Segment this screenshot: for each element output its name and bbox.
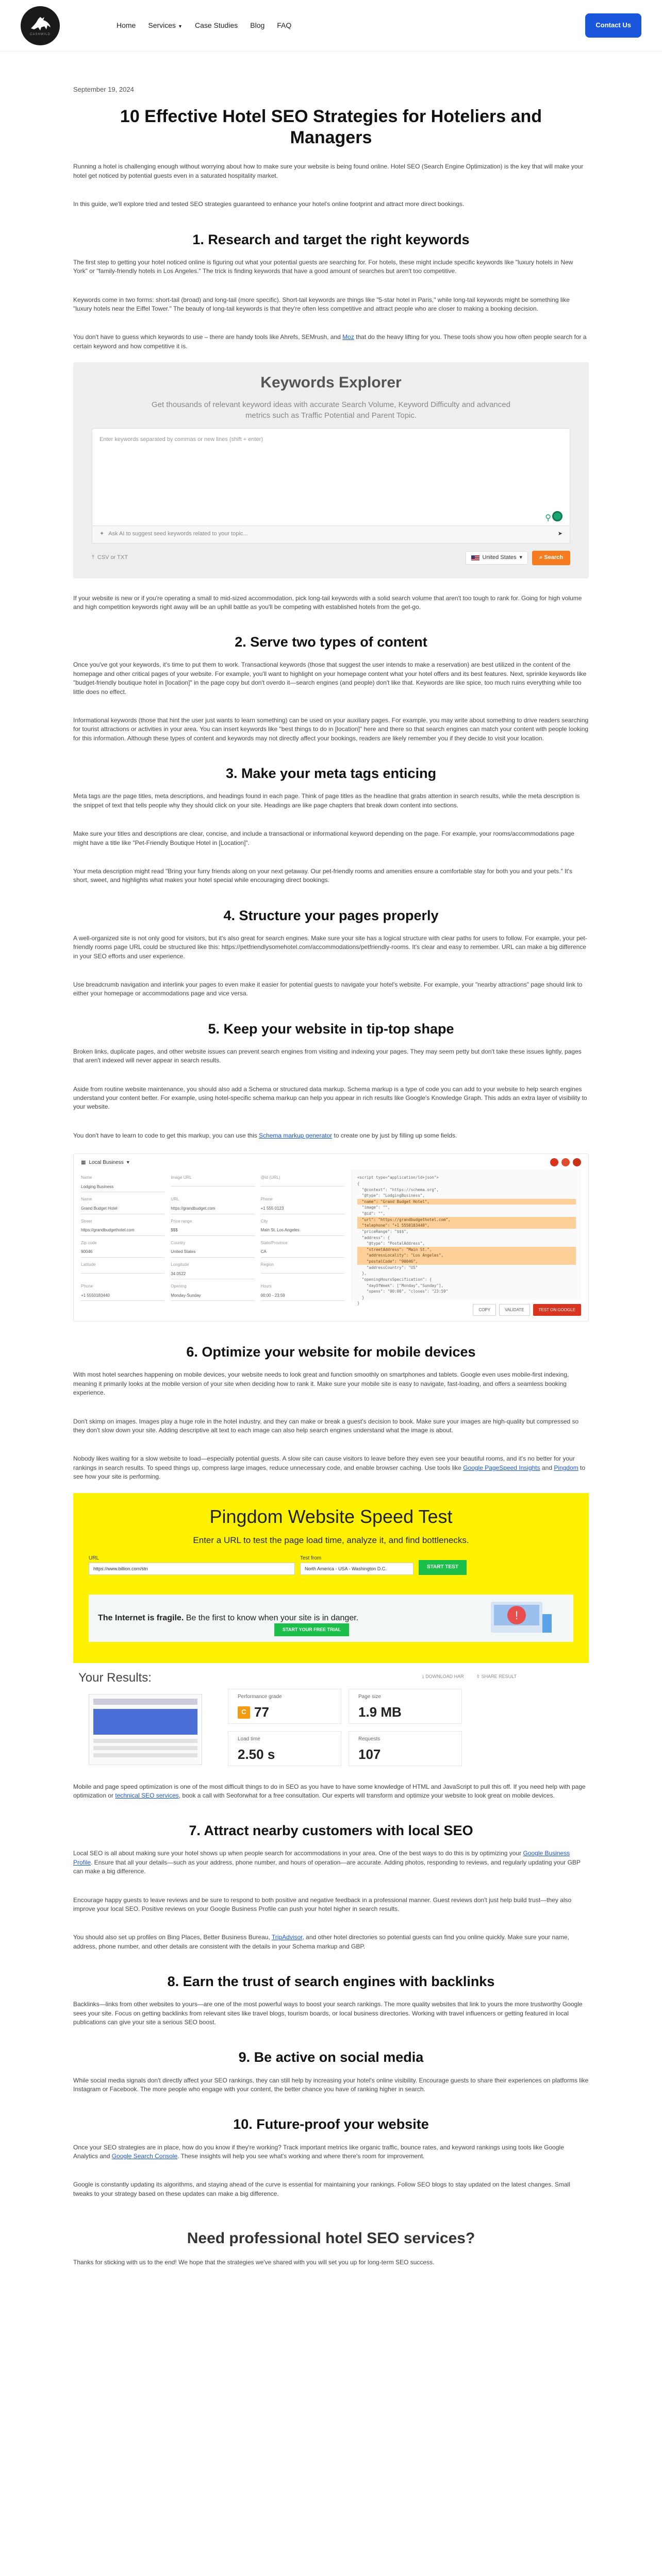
schema-field	[81, 1262, 164, 1279]
code-line: {	[357, 1181, 360, 1186]
pingdom-screenshot	[73, 1493, 589, 1663]
section-9-heading: 9. Be active on social media	[238, 2049, 424, 2065]
code-line: },	[357, 1271, 367, 1276]
s1-paragraph-1: The first step to getting your hotel noticed online is figuring out what your potential guests are searching for. For hotels, these might include specific keywords like "luxury hotels in New York" or "family-friendly hotels in Los Angeles." The trick is finding keywords that have a good amount of searches but aren't too competitive.	[73, 258, 573, 275]
schema-type: Local Business	[89, 1160, 124, 1166]
schema-field-label: Hours	[260, 1284, 272, 1289]
code-line: }	[357, 1301, 360, 1306]
s7-p1-text-a: Local SEO is all about making sure your hotel shows up when people search for accommodations in your area. One of the best ways to do this is by optimizing your	[73, 1850, 523, 1857]
section-4-heading: 4. Structure your pages properly	[223, 907, 439, 923]
s1-paragraph-3	[73, 333, 589, 351]
metric-label: Load time	[238, 1736, 260, 1742]
schema-field-label: Zip code	[81, 1240, 97, 1245]
metric-page-size	[349, 1689, 462, 1724]
schema-field-label: Image URL	[171, 1175, 192, 1180]
pingdom-banner-text	[98, 1612, 358, 1624]
schema-field-input[interactable]: https://grandbudgethotel.com	[81, 1225, 164, 1236]
section-7-heading: 7. Attract nearby customers with local SEO	[189, 1823, 473, 1839]
schema-field-label: Name	[81, 1197, 92, 1202]
schema-generator-link[interactable]: Schema markup generator	[259, 1131, 333, 1139]
share-icon[interactable]	[550, 1158, 558, 1166]
pagespeed-link[interactable]: Google PageSpeed Insights	[463, 1464, 540, 1471]
schema-field	[261, 1283, 344, 1301]
schema-field-label: Price range	[171, 1218, 192, 1224]
s4-paragraph-1: A well-organized site is not only good for visitors, but it's also great for search engines. Make sure your site has a logical structure with clear paths for users to follow. For example, your pet-friendly rooms page URL could be structured like this: https://petfriendlysomehotel.com/accommodations/petfriendly-rooms. It's clear and easy to remember. URL can make a big difference in your SEO efforts and user experience.	[73, 934, 587, 960]
code-line: "@type": "LodgingBusiness",	[357, 1193, 425, 1198]
s3-paragraph-1: Meta tags are the page titles, meta descriptions, and headings found in each page. Think of page titles as the headline that grabs attention in search results, while the meta description is the snippet of text that tells people why they should click on your site. Headings are like page chapters that break down content into sections.	[73, 792, 580, 809]
schema-field-input[interactable]	[81, 1269, 164, 1274]
sparkle-icon: ✦	[100, 531, 105, 537]
grade-badge: C	[238, 1706, 250, 1719]
country-value: United States	[482, 554, 517, 561]
schema-test-button[interactable]: TEST ON GOOGLE	[533, 1304, 581, 1316]
intro-paragraph-2: In this guide, we'll explore tried and tested SEO strategies guaranteed to enhance your hotel's online footprint and attract more direct bookings.	[73, 200, 465, 208]
s5-p3-text-b: to create one by just by filling up some fields.	[332, 1131, 457, 1139]
metric-value: 1.9 MB	[358, 1704, 402, 1720]
s5-p3-text-a: You don't have to learn to code to get this markup, you can use this	[73, 1131, 259, 1139]
s7-paragraph-3	[73, 1933, 589, 1951]
gbp-link[interactable]: Google Business Profile	[73, 1850, 570, 1866]
csv-label: CSV or TXT	[97, 554, 128, 561]
metric-label: Requests	[358, 1736, 380, 1742]
metric-value: 107	[358, 1747, 381, 1762]
site-logo[interactable]	[21, 6, 60, 45]
nav-blog[interactable]: Blog	[250, 21, 265, 30]
schema-field-label: URL	[171, 1197, 179, 1202]
code-line: "url": "https://grandbudgethotel.com",	[357, 1217, 576, 1223]
schema-field	[81, 1196, 164, 1214]
s6-paragraph-4	[73, 1783, 589, 1801]
schema-field-label: Longitude	[171, 1262, 189, 1267]
chevron-down-icon: ▾	[126, 1160, 129, 1166]
free-trial-button[interactable]: START YOUR FREE TRIAL	[274, 1623, 349, 1636]
share-icon: ⇪	[476, 1673, 482, 1679]
metric-label: Performance grade	[238, 1693, 282, 1700]
s7-p3-text-b: , and other hotel directories so potential guests can find you online quickly. Make sure your name, address, phone number, and other details are consistent with the details in your Schema markup and GBP.	[73, 1934, 569, 1950]
metric-value: 77	[254, 1704, 269, 1720]
banner-rest: Be the first to know when your site is in danger.	[184, 1614, 359, 1623]
schema-field-input[interactable]	[261, 1182, 344, 1187]
section-2-heading: 2. Serve two types of content	[235, 634, 427, 650]
code-line: "@id": "",	[357, 1211, 386, 1216]
kw-subtitle: Get thousands of relevant keyword ideas with accurate Search Volume, Keyword Difficulty and advanced metrics such as Traffic Potential and Parent Topic.	[152, 400, 510, 420]
code-line: "addressCountry": "US"	[357, 1265, 418, 1270]
code-line: <script type="application/ld+json">	[357, 1175, 439, 1180]
schema-field	[261, 1240, 344, 1258]
download-icon: ⤓	[422, 1673, 426, 1679]
code-line: "openingHoursSpecification": {	[357, 1277, 432, 1282]
s10-p1-text-b: . These insights will help you see what's working and where there's room for improvement.	[177, 2152, 425, 2160]
s7-p3-text-a: You should also set up profiles on Bing Places, Better Business Bureau,	[73, 1934, 272, 1941]
facebook-icon[interactable]	[573, 1158, 581, 1166]
code-line: "@type": "PostalAddress",	[357, 1241, 425, 1246]
kw-title: Keywords Explorer	[260, 374, 402, 392]
s6-p3-text-mid: and	[540, 1464, 554, 1471]
pingdom-url-col	[89, 1555, 295, 1575]
download-har-button[interactable]	[422, 1673, 464, 1680]
pingdom-from-select[interactable]: North America - USA - Washington D.C.	[300, 1563, 413, 1575]
metric-performance-grade	[228, 1689, 341, 1724]
pingdom-from-col	[300, 1555, 413, 1575]
article	[73, 85, 589, 2267]
s6-paragraph-1: With most hotel searches happening on mobile devices, your website needs to look great and function smoothly on smartphones and tablets. Google even uses mobile-first indexing, meaning it primarily looks at the mobile version of your site when deciding how to rank it. Make sure your mobile site is easy to navigate, fast-loading, and offers a seamless booking experience.	[73, 1371, 569, 1397]
schema-copy-button[interactable]: COPY	[473, 1304, 496, 1316]
schema-field	[81, 1240, 164, 1258]
pinterest-icon[interactable]	[561, 1158, 570, 1166]
metric-requests	[349, 1731, 462, 1766]
pingdom-banner	[89, 1595, 573, 1642]
svg-text:!: !	[515, 1608, 519, 1622]
share-label: SHARE RESULT	[481, 1673, 517, 1679]
metric-value: 2.50 s	[238, 1747, 275, 1762]
schema-field-input[interactable]	[171, 1182, 254, 1187]
code-line: "postalCode": "90046",	[357, 1259, 576, 1265]
intro-paragraph-1: Running a hotel is challenging enough without worrying about how to make sure your website is being found online. Hotel SEO (Search Engine Optimization) is the key that will make your hotel get noticed by potential guests even in a saturated hospitality market.	[73, 163, 584, 179]
keywords-input[interactable]	[92, 428, 570, 526]
section-3-heading: 3. Make your meta tags enticing	[225, 766, 437, 782]
s6-p4-text-b: , book a call with Seoforwhat for a free consultation. Our experts will transform and optimize your website to look great on mobile devices.	[178, 1791, 555, 1799]
site-header	[0, 0, 662, 52]
section-8-heading: 8. Earn the trust of search engines with backlinks	[167, 1974, 495, 1990]
s6-p3-text-b: to see how your site is performing.	[73, 1464, 586, 1481]
schema-field-input[interactable]	[261, 1269, 344, 1274]
schema-field-input[interactable]: CA	[261, 1247, 344, 1258]
section-6-heading: 6. Optimize your website for mobile devices	[186, 1344, 476, 1360]
us-flag-icon	[471, 555, 479, 561]
site-thumbnail	[89, 1694, 202, 1765]
page-title: 10 Effective Hotel SEO Strategies for Hoteliers and Managers	[120, 106, 542, 147]
results-actions	[422, 1673, 517, 1680]
logo-text: CASHWILD	[30, 33, 51, 37]
s2-paragraph-1: Once you've got your keywords, it's time to put them to work. Transactional keywords (those that suggest the user intends to make a reservation) are best utilized in the content of the homepage and other critical pages of your website. For example, you'll want to highlight on your homepage content what your hotel offers and its best features. Next, sprinkle keywords like "budget-friendly boutique hotel in [location]" in the page copy but don't overdo it—search engines (and people) don't like that. Keywords are like spice, too much ruins everything while too little does no effect.	[73, 661, 587, 696]
schema-field-label: City	[260, 1218, 268, 1224]
code-line: "opens": "00:00", "closes": "23:59"	[357, 1289, 449, 1294]
s6-p4-text-a: Mobile and page speed optimization is one of the most difficult things to do in SEO as you have to have some knowledge of HTML and JavaScript to pull this off. If you need help with page optimization or	[73, 1783, 586, 1799]
cta-text: Thanks for sticking with us to the end! We hope that the strategies we've shared with you will set you up for long-term SEO success.	[73, 2258, 435, 2266]
s4-paragraph-2: Use breadcrumb navigation and interlink your pages to even make it easier for potential guests to navigate your hotel's website. For example, your "nearby attractions" page should link to either your homepage or accommodations page and vice versa.	[73, 980, 583, 997]
s7-paragraph-2: Encourage happy guests to leave reviews and be sure to respond to both positive and negative feedback in a professional manner. Guest reviews don't just help build trust—they also improve your local SEO. Positive reviews on your Google Business Profile can push your hotel higher in search results.	[73, 1896, 572, 1912]
s1-p3-text-b: that do the heavy lifting for you. These tools show you how often people search for a certain keyword and how competitive it is.	[73, 333, 587, 350]
code-line: "streetAddress": "Main St.",	[357, 1247, 576, 1253]
csv-upload[interactable]	[92, 554, 128, 562]
keywords-explorer-screenshot	[73, 362, 589, 578]
code-line: "addressLocality": "Los Angeles",	[357, 1252, 576, 1259]
schema-field	[81, 1283, 164, 1301]
schema-code-output	[352, 1170, 581, 1306]
search-icon: ⌕	[539, 554, 544, 561]
schema-field-input[interactable]: 90046	[81, 1247, 164, 1258]
s1-paragraph-4: If your website is new or if you're operating a small to mid-sized accommodation, pick long-tail keywords with a solid search volume that aren't too tough to rank for. Going for high volume and high competition keywords right away will be an uphill battle as you'll be competing with established hotels from the get-go.	[73, 594, 582, 611]
s3-paragraph-3: Your meta description might read "Bring your furry friends along on your next getaway. Our pet-friendly rooms and amenities ensure a comfortable stay for both you and your pets." It's short, sweet, and highlights what makes your hotel special while encouraging direct bookings.	[73, 867, 572, 884]
schema-field-input[interactable]: 34.0522	[171, 1269, 254, 1280]
schema-field	[171, 1175, 254, 1192]
s9-paragraph-1: While social media signals don't directly affect your SEO rankings, they can still help by increasing your hotel's online visibility. Encourage guests to share their experiences on platforms like Instagram or Facebook. The more people who engage with your content, the better chance you have of ranking higher in search.	[73, 2076, 589, 2093]
schema-field-input[interactable]: +1 5550183440	[81, 1291, 164, 1301]
s7-p1-text-b: . Ensure that all your details—such as your address, phone number, and hours of operation—are accurate. Adding photos, responding to reviews, and regularly updating your GBP can make a big difference.	[73, 1858, 581, 1875]
schema-field	[171, 1218, 254, 1236]
nav-services-label: Services	[148, 21, 176, 30]
s5-paragraph-3	[73, 1131, 589, 1140]
pingdom-url-input[interactable]: https://www.billion.com/stn	[89, 1563, 295, 1575]
schema-validate-button[interactable]: VALIDATE	[499, 1304, 530, 1316]
contact-us-button[interactable]: Contact Us	[585, 13, 641, 38]
code-line: "address": {	[357, 1235, 390, 1240]
schema-field-input[interactable]: https://grandbudget.com	[171, 1204, 254, 1214]
s5-paragraph-1: Broken links, duplicate pages, and other website issues can prevent search engines from visiting and indexing your pages. They may seem petty but don't take these issues lightly, pages that aren't indexed will never appear in search results.	[73, 1047, 582, 1064]
schema-field-label: Country	[171, 1240, 186, 1245]
s10-paragraph-1	[73, 2143, 589, 2161]
schema-field	[171, 1240, 254, 1258]
download-label: DOWNLOAD HAR	[425, 1673, 464, 1679]
s10-paragraph-2: Google is constantly updating its algorithms, and staying ahead of the curve is essential for maintaining your rankings. Follow SEO blogs to stay updated on the latest changes. Small tweaks to your strategy based on these updates can make a big difference.	[73, 2181, 570, 2197]
ai-suggest-bar[interactable]	[92, 526, 570, 544]
kw-search-button[interactable]	[532, 551, 570, 565]
schema-field-input[interactable]: Main St. Los Angeles	[261, 1225, 344, 1236]
pingdom-results	[73, 1669, 589, 1767]
ai-prompt: Ask AI to suggest seed keywords related to your topic...	[108, 531, 248, 537]
code-line: "dayOfWeek": ["Monday","Sunday"],	[357, 1283, 443, 1288]
schema-field-input[interactable]: 00:00 - 23:59	[261, 1291, 344, 1301]
section-5-heading: 5. Keep your website in tip-top shape	[208, 1021, 454, 1037]
schema-field-label: Phone	[81, 1284, 93, 1289]
schema-share-icons	[550, 1158, 581, 1166]
schema-field-label: Opening	[171, 1284, 187, 1289]
nav-services[interactable]	[148, 20, 183, 30]
schema-type-select[interactable]	[81, 1159, 129, 1167]
s6-p3-text-a: Nobody likes waiting for a slow website to load—especially potential guests. A slow site can cause visitors to leave before they even see your beautiful rooms, and it's no better for your rankings in search results. To speed things up, compress large images, reduce unnecessary code, and enable browser caching. Use tools like	[73, 1455, 575, 1471]
schema-field	[81, 1175, 164, 1192]
moz-link[interactable]: Moz	[342, 333, 354, 341]
s7-paragraph-1	[73, 1849, 589, 1876]
chevron-down-icon: ▾	[519, 554, 523, 561]
schema-field	[171, 1196, 254, 1214]
country-select[interactable]	[466, 551, 528, 565]
schema-field-input[interactable]: Monday-Sunday	[171, 1291, 254, 1301]
code-line: "priceRange": "$$$",	[357, 1229, 409, 1234]
schema-field	[261, 1196, 344, 1214]
post-date: September 19, 2024	[73, 86, 134, 93]
upload-icon: ⤒	[92, 554, 94, 561]
schema-field	[171, 1262, 254, 1279]
schema-icon: ▦	[81, 1160, 86, 1166]
share-result-button[interactable]	[476, 1673, 517, 1680]
schema-field-label: Street	[81, 1218, 92, 1224]
code-line: "telephone": "+1 5550183440",	[357, 1223, 576, 1229]
schema-field-label: Phone	[260, 1197, 273, 1202]
s1-p3-text-a: You don't have to guess which keywords to use – there are handy tools like Ahrefs, SEMrush, and	[73, 333, 343, 341]
s8-paragraph-1: Backlinks—links from other websites to yours—are one of the most powerful ways to boost your search rankings. The more quality websites that link to yours the more trustworthy Google sees your site. Focus on getting backlinks from relevant sites like travel blogs, tourism boards, or local business directories. Working with travel influencers or getting featured in local publications can give your site a serious SEO boost.	[73, 2001, 583, 2026]
search-console-link[interactable]: Google Search Console	[111, 2152, 178, 2160]
schema-field-input[interactable]: Grand Budget Hotel	[81, 1204, 164, 1214]
cta-heading: Need professional hotel SEO services?	[187, 2230, 475, 2247]
location-pin-icon: ⚲	[545, 513, 551, 522]
schema-field-label: Region	[260, 1262, 274, 1267]
nav-home[interactable]: Home	[117, 21, 136, 30]
schema-field-input[interactable]: $$$	[171, 1225, 254, 1236]
code-line: "name": "Grand Budget Hotel",	[357, 1199, 576, 1205]
s3-paragraph-2: Make sure your titles and descriptions are clear, concise, and include a transactional or informational keyword depending on the page. For example, your rooms/accommodations page might have a title like "Pet-Friendly Boutique Hotel in [Location]".	[73, 830, 574, 846]
schema-field-label: Name	[81, 1175, 92, 1180]
code-line: "@context": "https://schema.org",	[357, 1187, 439, 1192]
logo-horse-icon	[29, 14, 52, 31]
results-title: Your Results:	[78, 1670, 152, 1685]
nav-faq[interactable]: FAQ	[277, 21, 292, 30]
chevron-down-icon: ▼	[178, 24, 183, 29]
metric-load-time	[228, 1731, 341, 1766]
schema-field-input[interactable]: +1 555 0123	[261, 1204, 344, 1214]
kw-search-label: Search	[544, 554, 563, 561]
schema-form	[74, 1154, 352, 1321]
results-grid	[228, 1689, 462, 1766]
schema-buttons	[473, 1304, 581, 1316]
tripadvisor-link[interactable]: TripAdvisor	[271, 1934, 303, 1941]
pingdom-url-label: URL	[89, 1555, 100, 1562]
kw-bottom-row	[92, 551, 570, 565]
pingdom-from-label: Test from	[300, 1555, 322, 1562]
keywords-placeholder: Enter keywords separated by commas or new lines (shift + enter)	[100, 436, 263, 443]
metric-label: Page size	[358, 1693, 381, 1700]
pingdom-form	[89, 1555, 573, 1575]
send-arrow-icon: ➤	[557, 531, 562, 537]
code-line: }	[357, 1295, 365, 1300]
nav-case-studies[interactable]: Case Studies	[194, 21, 238, 30]
section-1-heading: 1. Research and target the right keywords	[192, 231, 470, 247]
grammar-check-icon	[552, 511, 562, 521]
start-test-button[interactable]: START TEST	[419, 1560, 467, 1575]
s6-paragraph-3	[73, 1454, 589, 1481]
pingdom-link[interactable]: Pingdom	[554, 1464, 578, 1471]
s5-paragraph-2: Aside from routine website maintenance, you should also add a Schema or structured data markup. Schema markup is a type of code you can add to your website to help search engines understand your content better. For example, using hotel-specific schema markup can help you appear in rich results like Google's Knowledge Graph. This adds an extra layer of visibility to your website.	[73, 1085, 587, 1111]
pingdom-subtitle: Enter a URL to test the page load time, analyze it, and find bottlenecks.	[193, 1535, 469, 1545]
s6-paragraph-2: Don't skimp on images. Images play a huge role in the hotel industry, and they can make or break a guest's decision to book. Make sure your images are high-quality but compressed so they don't slow down your site. Adding descriptive alt text to each image can also help search engines understand what the image is about.	[73, 1417, 579, 1434]
schema-generator-screenshot	[73, 1154, 589, 1321]
s1-paragraph-2: Keywords come in two forms: short-tail (broad) and long-tail (more specific). Short-tail keywords are things like "5-star hotel in Paris," while long-tail keywords might be something like "luxury hotels near the Eiffel Tower." The beauty of long-tail keywords is that they're often less competitive and attract people who are closer to making a booking decision.	[73, 296, 570, 312]
s2-paragraph-2: Informational keywords (those that hint the user just wants to learn something) can be used on your auxiliary pages. For example, you may write about something to drive readers searching for tourist attractions or activities in your area. You can insert keywords like "best things to do in [location]" here and there so that search engines can match your content with people looking for this information. Although these types of content and keywords may not directly affect your bookings, readers are likely remember you if they decide to visit your location.	[73, 717, 589, 742]
code-line: "image": "",	[357, 1205, 390, 1210]
pingdom-title: Pingdom Website Speed Test	[209, 1505, 453, 1527]
banner-bold: The Internet is fragile.	[98, 1614, 184, 1623]
schema-field-input[interactable]: Lodging Business	[81, 1182, 164, 1193]
s10-p1-text-a: Once your SEO strategies are in place, how do you know if they're working? Track important metrics like organic traffic, bounce rates, and keyword rankings using tools like Google Analytics and	[73, 2143, 564, 2160]
schema-field-label: Latitude	[81, 1262, 96, 1267]
schema-field	[261, 1262, 344, 1279]
schema-field	[261, 1175, 344, 1192]
section-10-heading: 10. Future-proof your website	[233, 2116, 429, 2132]
schema-field	[81, 1218, 164, 1236]
technical-seo-link[interactable]: technical SEO services	[115, 1791, 179, 1799]
schema-field-input[interactable]: United States	[171, 1247, 254, 1258]
schema-field-label: @id (URL)	[260, 1175, 280, 1180]
schema-field-label: State/Province	[260, 1240, 288, 1245]
schema-field	[261, 1218, 344, 1236]
schema-field	[171, 1283, 254, 1301]
warning-illustration-icon	[481, 1599, 558, 1637]
main-nav	[117, 20, 291, 30]
